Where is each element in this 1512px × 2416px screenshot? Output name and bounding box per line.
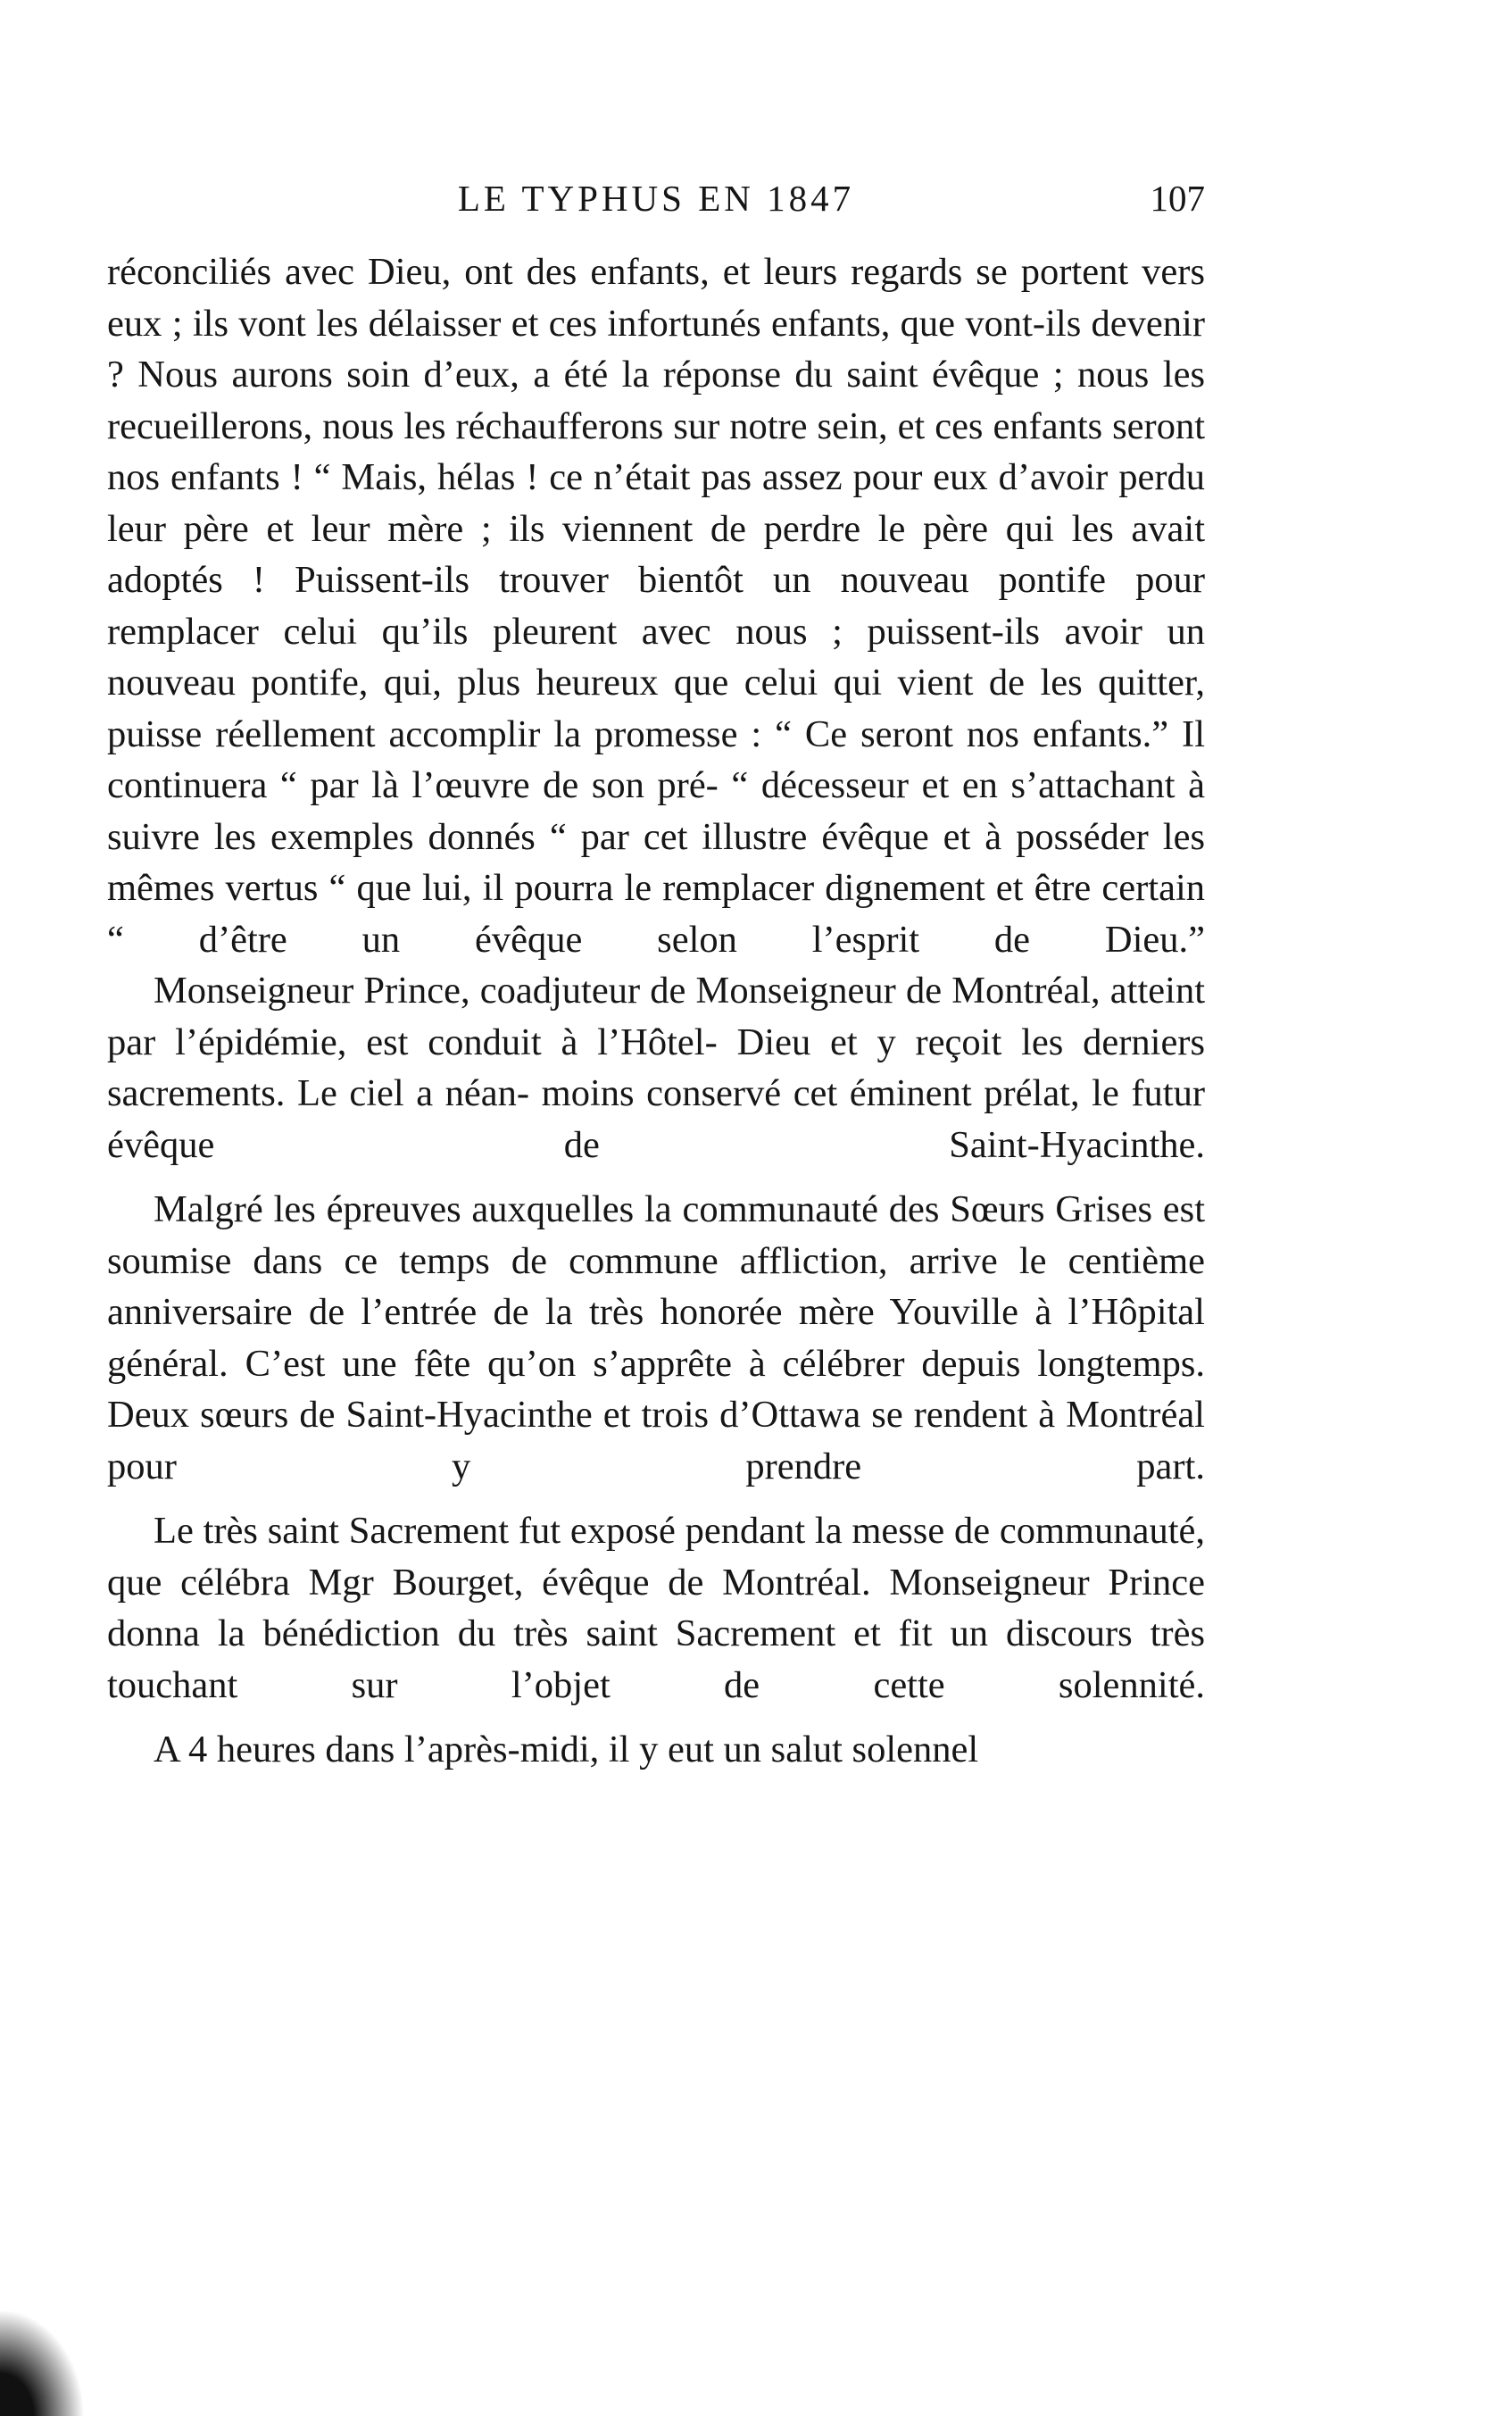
text-line: de Saint-Hyacinthe et trois d’Ottawa se rendent à: [299, 1394, 1056, 1436]
text-line: moins conservé cet éminent prélat, le futur évêque de: [107, 1072, 1206, 1166]
text-line: Monseigneur Prince, coadjuteur de Monseigneur de: [154, 970, 943, 1012]
text-line: bientôt un nouveau pontife pour remplacer celui qu’ils: [107, 559, 1205, 653]
text-line: puisse réellement accomplir la promesse : “ Ce seront: [107, 712, 953, 755]
text-line: Malgré les épreuves auxquelles la communauté des Sœurs: [154, 1188, 1045, 1230]
text-line: honorée mère Youville à l’Hôpital général. C’est une fête: [107, 1291, 1205, 1385]
text-line: Montréal, atteint par l’épidémie, est conduit à l’Hôtel-: [107, 970, 1206, 1063]
text-line: Dieu et y reçoit les derniers sacrements. Le ciel a néan-: [107, 1021, 1205, 1114]
text-line: réconciliés avec Dieu, ont des enfants, et leurs regards se: [107, 251, 1008, 293]
text-line: Saint-Hyacinthe.: [949, 1123, 1205, 1166]
text-line: pleurent avec nous ; puissent-ils avoir un nouveau pontife,: [107, 610, 1206, 704]
paragraph-3: [107, 1184, 1205, 1492]
text-line: Grises est soumise dans ce temps de commune affliction,: [107, 1188, 1206, 1282]
text-line: “ par cet illustre évêque et à posséder les mêmes vertus: [107, 815, 1206, 909]
text-line: qu’on s’apprête à célébrer depuis longtemps. Deux sœurs: [107, 1342, 1205, 1436]
text-line: été la réponse du saint évêque ; nous les recueillerons,: [107, 354, 1206, 447]
scan-edge-shadow: [0, 2309, 85, 2416]
text-line: d’avoir perdu leur père et leur mère ; ils viennent de: [107, 456, 1205, 550]
text-line: “ d’être un évêque selon l’esprit de Dieu.”: [107, 918, 1205, 961]
text-line: Le très saint Sacrement fut exposé pendant la messe de: [154, 1510, 991, 1552]
text-line: portent vers eux ; ils vont les délaisser et ces infortunés: [107, 251, 1205, 345]
text-line: arrive le centième anniversaire de l’entrée de la très: [107, 1239, 1206, 1333]
text-line: “ décesseur et en s’attachant à suivre les exemples donnés: [107, 764, 1205, 858]
text-line: “ que lui, il pourra le remplacer dignement et être certain: [328, 867, 1206, 909]
text-line: cette solennité.: [873, 1663, 1205, 1706]
running-title: LE TYPHUS EN 1847: [457, 178, 855, 219]
text-line: perdre le père qui les avait adoptés ! Puissent-ils trouver: [107, 507, 1205, 601]
text-line: communauté, que célébra Mgr Bourget, évêque de Montréal.: [107, 1510, 1205, 1604]
text-line: A 4 heures dans l’après-midi, il y eut un salut solennel: [154, 1729, 979, 1770]
text-line: enfants, que vont-ils devenir ? Nous aurons soin d’eux, a: [107, 302, 1205, 396]
paragraph-4: [107, 1505, 1205, 1711]
body-text: [107, 246, 1205, 1776]
text-line: nos enfants ! “ Mais, hélas ! ce n’était pas assez pour eux: [107, 456, 988, 498]
text-line: nous les réchaufferons sur notre sein, et ces enfants seront: [322, 404, 1206, 447]
paragraph-1: [107, 246, 1205, 965]
paragraph-2: [107, 965, 1205, 1171]
running-header: [107, 177, 1205, 230]
page-number: 107: [1150, 178, 1205, 219]
text-line: qui, plus heureux que celui qui vient de les quitter,: [383, 662, 1206, 704]
paragraph-5: [107, 1724, 1205, 1776]
text-line: Sacrement et fit un discours très touchant sur l’objet de: [107, 1612, 1205, 1706]
text-line: Montréal pour y prendre part.: [107, 1394, 1205, 1487]
text-line: nos enfants.” Il continuera “ par là l’œuvre de son pré-: [107, 712, 1205, 806]
text-line: Monseigneur Prince donna la bénédiction du très saint: [107, 1561, 1206, 1654]
